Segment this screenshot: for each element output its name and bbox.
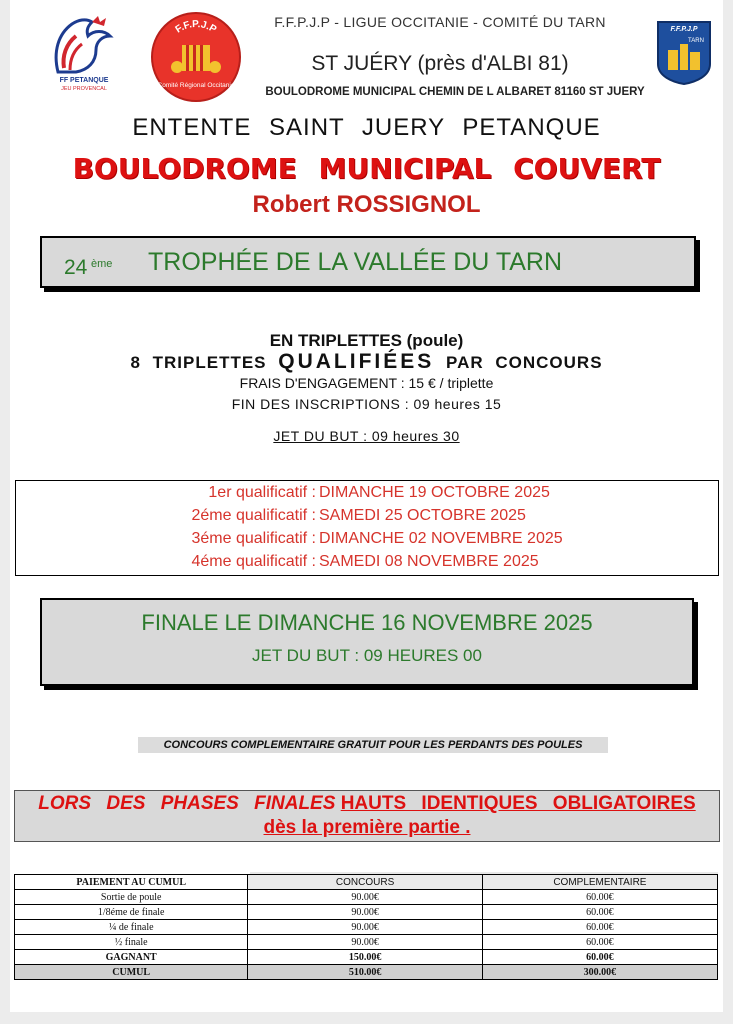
entry-fee: FRAIS D'ENGAGEMENT : 15 € / triplette (239, 375, 494, 391)
header-address: BOULODROME MUNICIPAL CHEMIN DE L ALBARET 81160 ST JUERY (265, 86, 645, 98)
club-logo-bottom-text: TARN (688, 38, 704, 44)
qualified-count: 8 TRIPLETTES (130, 353, 267, 372)
table-row (15, 890, 718, 905)
qualified-word: QUALIFIÉES (278, 350, 435, 373)
table-header-cell: CONCOURS (248, 875, 482, 890)
table-total-row (15, 965, 718, 980)
qualifier-label: 3éme qualificatif : (191, 530, 316, 547)
rooster-logo-text1: FF PETANQUE (59, 77, 109, 84)
qualified-line (10, 350, 723, 374)
ffpjp-occitanie-logo (150, 11, 242, 103)
final-banner (40, 598, 694, 686)
final-start-time: JET DU BUT : 09 HEURES 00 (252, 646, 482, 665)
ffpjp-logo-top-text: F.F.P.J.P (173, 18, 219, 36)
ff-petanque-rooster-logo (48, 12, 120, 94)
final-date: FINALE LE DIMANCHE 16 NOVEMBRE 2025 (141, 610, 593, 635)
qualifiers-box (15, 480, 719, 576)
trophy-title: TROPHÉE DE LA VALLÉE DU TARN (148, 248, 563, 276)
table-cell: ½ finale (15, 935, 248, 950)
table-row (15, 950, 718, 965)
table-cell: 60.00€ (482, 905, 717, 920)
table-cell: 1/8éme de finale (15, 905, 248, 920)
prize-table (14, 874, 718, 980)
table-cell: ¼ de finale (15, 920, 248, 935)
trophy-banner (40, 236, 696, 288)
table-row (15, 905, 718, 920)
complementary-contest-note: CONCOURS COMPLEMENTAIRE GRATUIT POUR LES PERDANTS DES POULES (138, 737, 608, 753)
qualifier-date: SAMEDI 08 NOVEMBRE 2025 (319, 553, 539, 570)
table-cell: 90.00€ (248, 905, 482, 920)
table-header-cell: COMPLEMENTAIRE (482, 875, 717, 890)
table-cell: 300.00€ (482, 965, 717, 980)
table-cell: CUMUL (15, 965, 248, 980)
start-time: JET DU BUT : 09 heures 30 (273, 428, 460, 444)
rooster-logo-text2: JEU PROVENCAL (61, 86, 107, 92)
ffpjp-tarn-logo (656, 20, 712, 86)
dress-code-intro: LORS DES PHASES FINALES (38, 793, 336, 814)
qualifier-date: DIMANCHE 02 NOVEMBRE 2025 (319, 530, 563, 547)
qualifier-label: 2éme qualificatif : (191, 507, 316, 524)
qualifier-label: 1er qualificatif : (208, 484, 316, 501)
table-cell: 510.00€ (248, 965, 482, 980)
qualifier-date: SAMEDI 25 OCTOBRE 2025 (319, 507, 526, 524)
table-cell: 150.00€ (248, 950, 482, 965)
club-name-title: ENTENTE SAINT JUERY PETANQUE (132, 114, 601, 141)
qualified-suffix: PAR CONCOURS (446, 353, 603, 372)
table-cell: Sortie de poule (15, 890, 248, 905)
table-cell: 90.00€ (248, 935, 482, 950)
registration-deadline: FIN DES INSCRIPTIONS : 09 heures 15 (231, 396, 502, 412)
dress-code-rule: HAUTS IDENTIQUES OBLIGATOIRES (340, 793, 696, 814)
trophy-edition-suffix: ème (91, 258, 113, 270)
table-row (15, 935, 718, 950)
table-cell: 60.00€ (482, 920, 717, 935)
table-cell: GAGNANT (15, 950, 248, 965)
table-header-row (15, 875, 718, 890)
dress-code-banner (14, 790, 720, 842)
table-cell: 60.00€ (482, 935, 717, 950)
trophy-edition-number: 24 (64, 256, 88, 279)
header-location: ST JUÉRY (près d'ALBI 81) (311, 52, 569, 75)
table-row (15, 920, 718, 935)
club-logo-top-text: F.F.P.J.P (670, 26, 698, 33)
poster-page (10, 0, 723, 1012)
qualifier-date: DIMANCHE 19 OCTOBRE 2025 (319, 484, 550, 501)
format-line: EN TRIPLETTES (poule) (269, 331, 464, 350)
ffpjp-logo-bottom-text: Comité Régional Occitanie (157, 82, 235, 89)
table-cell: 90.00€ (248, 890, 482, 905)
table-cell: 60.00€ (482, 950, 717, 965)
table-cell: 90.00€ (248, 920, 482, 935)
header-federation: F.F.P.J.P - LIGUE OCCITANIE - COMITÉ DU TARN (274, 14, 606, 30)
dress-code-line1 (15, 793, 719, 815)
qualifier-label: 4éme qualificatif : (191, 553, 316, 570)
table-header-cell: PAIEMENT AU CUMUL (15, 875, 248, 890)
table-cell: 60.00€ (482, 890, 717, 905)
venue-title: BOULODROME MUNICIPAL COUVERT (72, 152, 661, 185)
dress-code-line2: dès la première partie . (263, 817, 471, 838)
venue-dedication: Robert ROSSIGNOL (252, 191, 481, 218)
